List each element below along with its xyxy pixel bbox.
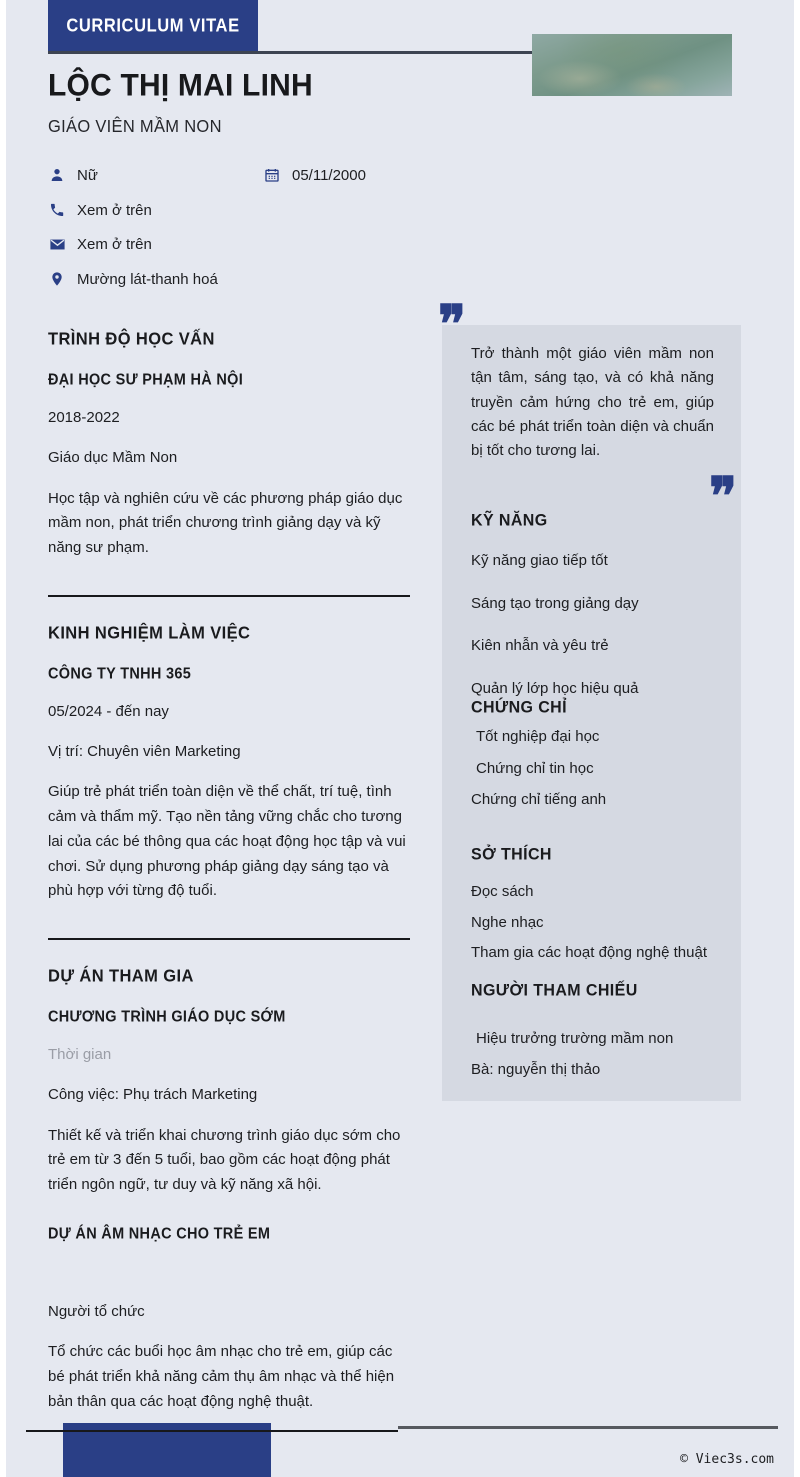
experience-description: Giúp trẻ phát triển toàn diện về thể chất, trí tuệ, tình cảm và thẩm mỹ. Tạo nền tảng vững chắc cho tương lai của các bé thông qua các hoạt động học tập và vui chơi. Sử dụng phương pháp giảng dạy sáng tạo và phù hợp với từng độ tuổi. <box>48 783 406 900</box>
footer-credit: © Viec3s.com <box>680 1452 774 1467</box>
skill-item: Quản lý lớp học hiệu quả <box>471 679 639 697</box>
footer-divider-right <box>398 1426 778 1429</box>
hobbies-section-title: SỞ THÍCH <box>471 846 552 864</box>
experience-company: CÔNG TY TNHH 365 <box>48 665 192 683</box>
project-role: Người tổ chức <box>48 1302 145 1320</box>
section-projects <box>48 967 410 1415</box>
left-column <box>48 330 410 1415</box>
project-role: Công việc: Phụ trách Marketing <box>48 1085 258 1103</box>
certificates-section-title: CHỨNG CHỈ <box>471 699 567 717</box>
reference-item: Bà: nguyễn thị thảo <box>471 1060 601 1078</box>
page-title: LỘC THỊ MAI LINH <box>48 68 313 103</box>
job-title: GIÁO VIÊN MẦM NON <box>48 117 222 137</box>
education-section-title: TRÌNH ĐỘ HỌC VẤN <box>48 330 215 349</box>
certificate-item: Tốt nghiệp đại học <box>476 728 600 745</box>
person-icon <box>48 166 66 184</box>
header-divider <box>48 51 534 54</box>
contact-phone-value: Xem ở trên <box>77 201 152 219</box>
project-description: Thiết kế và triển khai chương trình giáo dục sớm cho trẻ em từ 3 đến 5 tuổi, bao gồm các hoạt động phát triển ngôn ngữ, tư duy và kỹ năng xã hội. <box>48 1126 401 1193</box>
education-description: Học tập và nghiên cứu về các phương pháp giáo dục mầm non, phát triển chương trình giảng dạy và kỹ năng sư phạm. <box>48 489 403 556</box>
quote-open-icon: ❞ <box>438 297 466 354</box>
hobby-item: Tham gia các hoạt động nghệ thuật <box>471 944 708 961</box>
certificate-item: Chứng chỉ tin học <box>476 759 594 777</box>
contact-phone <box>48 199 152 221</box>
contact-email <box>48 233 152 255</box>
section-experience <box>48 624 410 904</box>
section-certificates <box>471 699 719 812</box>
contact-address <box>48 268 218 290</box>
portrait-photo <box>532 34 732 96</box>
calendar-icon <box>263 166 281 184</box>
section-divider-2 <box>48 938 410 940</box>
contact-email-value: Xem ở trên <box>77 235 152 253</box>
experience-position: Vị trí: Chuyên viên Marketing <box>48 742 241 760</box>
section-divider-1 <box>48 595 410 597</box>
project-title: CHƯƠNG TRÌNH GIÁO DỤC SỚM <box>48 1009 286 1026</box>
certificate-item: Chứng chỉ tiếng anh <box>471 791 607 808</box>
phone-icon <box>48 201 66 219</box>
curriculum-vitae-banner <box>48 0 258 52</box>
projects-section-title: DỰ ÁN THAM GIA <box>48 967 194 986</box>
hobby-item: Nghe nhạc <box>471 913 544 931</box>
references-section-title: NGƯỜI THAM CHIẾU <box>471 982 638 1000</box>
skills-section-title: KỸ NĂNG <box>471 512 548 530</box>
experience-period: 05/2024 - đến nay <box>48 702 169 720</box>
education-period: 2018-2022 <box>48 409 120 426</box>
contact-gender <box>48 164 98 186</box>
experience-section-title: KINH NGHIỆM LÀM VIỆC <box>48 623 251 643</box>
contact-gender-value: Nữ <box>77 166 98 184</box>
reference-item: Hiệu trưởng trường mầm non <box>476 1030 674 1047</box>
section-references <box>471 982 719 1081</box>
project-item <box>48 1009 410 1198</box>
curriculum-vitae-label: CURRICULUM VITAE <box>66 15 240 36</box>
skill-item: Kiên nhẫn và yêu trẻ <box>471 637 609 654</box>
objective-text: Trở thành một giáo viên mầm non tận tâm, sáng tạo, và có khả năng truyền cảm hứng cho trẻ em, giúp các bé phát triển toàn diện và chuẩn bị tốt cho tương lai. <box>471 345 714 460</box>
project-time-placeholder: Thời gian <box>48 1046 112 1063</box>
hobby-item: Đọc sách <box>471 883 534 900</box>
skill-item: Sáng tạo trong giảng dạy <box>471 594 639 612</box>
project-item <box>48 1226 410 1415</box>
project-time-placeholder <box>48 1261 410 1283</box>
contact-dob-value: 05/11/2000 <box>292 166 366 184</box>
cv-sheet <box>6 0 794 1477</box>
project-description: Tổ chức các buổi học âm nhạc cho trẻ em, giúp các bé phát triển khả năng cảm thụ âm nhạc và thể hiện bản thân qua các hoạt động nghệ thuật. <box>48 1343 395 1410</box>
section-skills <box>471 512 719 700</box>
quote-close-icon: ❞ <box>709 469 737 526</box>
contact-dob <box>263 164 366 186</box>
envelope-icon <box>48 235 66 253</box>
education-school: ĐẠI HỌC SƯ PHẠM HÀ NỘI <box>48 372 244 389</box>
location-pin-icon <box>48 270 66 288</box>
contact-address-value: Mường lát-thanh hoá <box>77 270 218 288</box>
education-major: Giáo dục Mầm Non <box>48 448 178 466</box>
section-education <box>48 330 410 561</box>
skill-item: Kỹ năng giao tiếp tốt <box>471 552 608 569</box>
project-title: DỰ ÁN ÂM NHẠC CHO TRẺ EM <box>48 1225 271 1243</box>
project-spacer <box>48 1198 410 1226</box>
section-hobbies <box>471 846 719 965</box>
footer-divider-left <box>26 1430 398 1432</box>
